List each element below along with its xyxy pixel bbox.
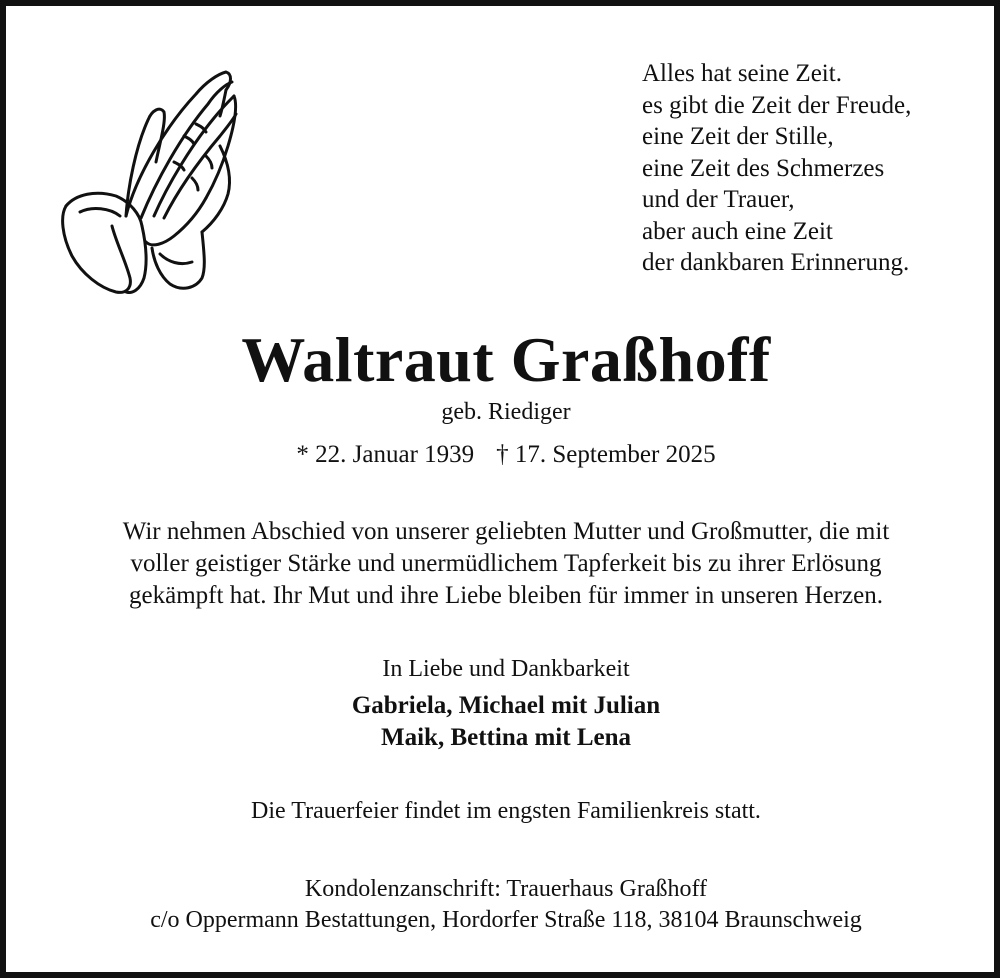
poem-line: aber auch eine Zeit — [642, 217, 833, 245]
message-line: voller geistiger Stärke und unermüdlichem Tapferkeit bis zu ihrer Erlösung — [130, 550, 882, 577]
mourner-line: Maik, Bettina mit Lena — [381, 724, 631, 751]
poem-line: eine Zeit des Schmerzes — [642, 154, 885, 182]
address-line: Kondolenzanschrift: Trauerhaus Graßhoff — [304, 876, 708, 902]
message-line: Wir nehmen Abschied von unserer geliebten Mutter und Großmutter, die mit — [122, 518, 890, 545]
poem-verse — [642, 58, 982, 279]
address-line: c/o Oppermann Bestattungen, Hordorfer Straße 118, 38104 Braunschweig — [150, 907, 862, 933]
poem-line: der dankbaren Erinnerung. — [642, 249, 910, 276]
poem-line: Alles hat seine Zeit. — [642, 60, 842, 87]
birth-date: * 22. Januar 1939 — [296, 441, 475, 468]
condolence-address — [6, 874, 1000, 936]
praying-hands-icon — [56, 66, 246, 298]
life-dates — [6, 440, 1000, 470]
deceased-name: Waltraut Graßhoff — [241, 324, 771, 395]
message-line: gekämpft hat. Ihr Mut und ihre Liebe bleiben für immer in unseren Herzen. — [129, 582, 883, 609]
mourners-intro: In Liebe und Dankbarkeit — [382, 656, 630, 682]
maiden-name: geb. Riediger — [441, 399, 571, 425]
funeral-note: Die Trauerfeier findet im engsten Familienkreis statt. — [251, 798, 761, 824]
poem-line: es gibt die Zeit der Freude, — [642, 91, 912, 119]
mourner-line: Gabriela, Michael mit Julian — [351, 692, 661, 719]
poem-line: eine Zeit der Stille, — [642, 123, 834, 150]
mourners-names — [6, 690, 1000, 754]
poem-line: und der Trauer, — [642, 186, 795, 213]
farewell-message — [6, 516, 1000, 612]
death-date: † 17. September 2025 — [496, 441, 716, 468]
